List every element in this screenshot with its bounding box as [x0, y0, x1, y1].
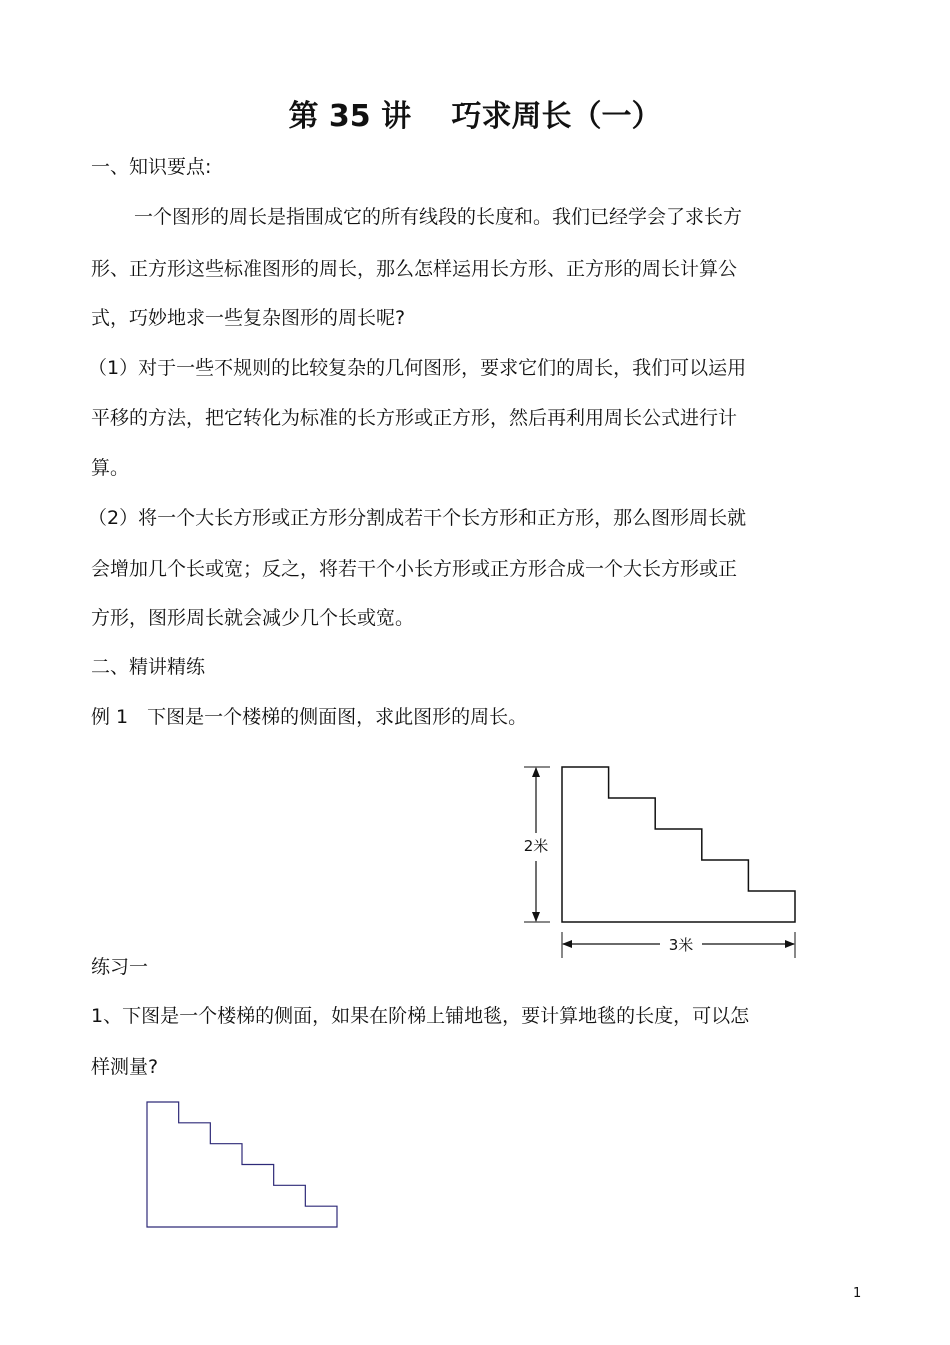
staircase-outline-2	[147, 1102, 337, 1227]
intro-line-3: 式，巧妙地求一些复杂图形的周长呢?	[91, 307, 406, 329]
example-1-text: 例 1 下图是一个楼梯的侧面图，求此图形的周长。	[91, 706, 528, 728]
page-title: 第 35 讲 巧求周长（一）	[288, 99, 662, 134]
exercise-heading: 练习一	[91, 956, 149, 978]
point1-line-3: 算。	[91, 457, 130, 479]
point1-line-2: 平移的方法，把它转化为标准的长方形或正方形，然后再利用周长公式进行计	[91, 407, 738, 429]
practice-heading: 二、精讲精练	[91, 656, 206, 678]
staircase-outline-1	[562, 767, 795, 922]
width-label: 3米	[668, 936, 694, 954]
knowledge-heading: 一、知识要点:	[91, 156, 212, 178]
page-number: 1	[853, 1286, 862, 1301]
point2-line-1: （2）将一个大长方形或正方形分割成若干个长方形和正方形，那么图形周长就	[88, 507, 747, 529]
point2-line-2: 会增加几个长或宽；反之，将若干个小长方形或正方形合成一个大长方形或正	[91, 558, 738, 580]
intro-line-2: 形、正方形这些标准图形的周长，那么怎样运用长方形、正方形的周长计算公	[91, 258, 738, 280]
question-1-line-1: 1、下图是一个楼梯的侧面，如果在阶梯上铺地毯，要计算地毯的长度，可以怎	[91, 1005, 750, 1027]
intro-line-1: 一个图形的周长是指围成它的所有线段的长度和。我们已经学会了求长方	[134, 206, 743, 228]
point1-line-1: （1）对于一些不规则的比较复杂的几何图形，要求它们的周长，我们可以运用	[88, 357, 747, 379]
height-label: 2米	[523, 837, 549, 855]
question-1-line-2: 样测量?	[91, 1056, 159, 1078]
staircase-path-1	[562, 767, 795, 922]
point2-line-3: 方形，图形周长就会减少几个长或宽。	[91, 607, 415, 629]
staircase-path-2	[147, 1102, 337, 1227]
